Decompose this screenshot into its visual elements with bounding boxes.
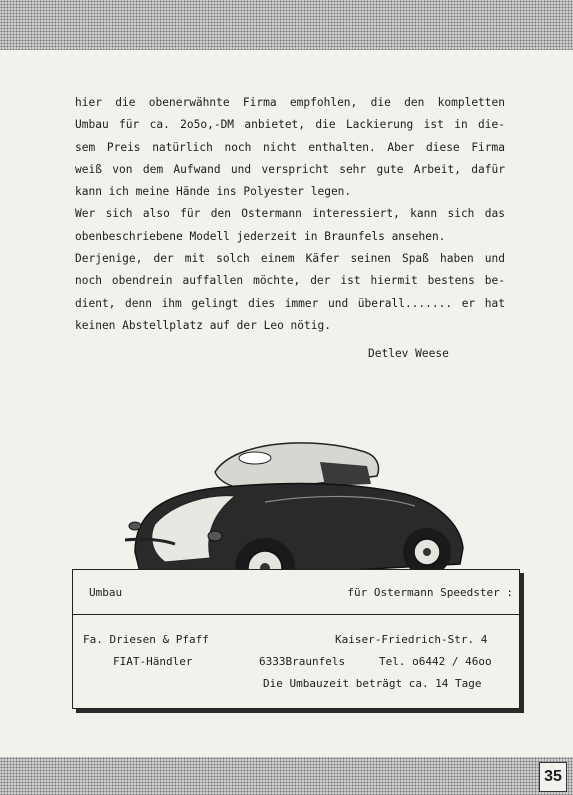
firm-name: Fa. Driesen & Pfaff <box>83 633 209 646</box>
conversion-info-box <box>72 569 520 709</box>
article-text <box>75 92 505 337</box>
article-line: Derjenige, der mit solch einem Käfer seinen Spaß haben und <box>75 252 505 266</box>
info-header-umbau: Umbau <box>89 586 123 599</box>
article-line: hier die obenerwähnte Firma empfohlen, die den kompletten <box>75 96 505 109</box>
article-line: Wer sich also für den Ostermann interessiert, kann sich das <box>75 207 505 221</box>
article-line: dient, denn ihm gelingt dies immer und überall....... er hat <box>75 296 505 310</box>
article-line: Umbau für ca. 2o5o,-DM anbietet, die Lackierung ist in die- <box>75 118 505 132</box>
article-line: weiß von dem Aufwand und verspricht sehr gute Arbeit, dafür <box>75 162 505 176</box>
firm-dealer-type: FIAT-Händler <box>113 655 193 668</box>
author-signature: Detlev Weese <box>368 347 449 360</box>
article-line: obenbeschriebene Modell jederzeit in Braunfels ansehen. <box>75 229 446 243</box>
article-line: sem Preis natürlich noch nicht enthalten. Aber diese Firma <box>75 140 505 154</box>
firm-address: Kaiser-Friedrich-Str. 4 <box>335 633 488 646</box>
firm-city: 6333Braunfels <box>259 655 346 668</box>
top-halftone-band <box>0 0 573 50</box>
article-line: keinen Abstellplatz auf der Leo nötig. <box>75 318 331 332</box>
article-line: noch obendrein auffallen möchte, der ist hiermit bestens be- <box>75 274 505 288</box>
conversion-duration: Die Umbauzeit beträgt ca. 14 Tage <box>263 677 482 690</box>
info-header-model: für Ostermann Speedster : <box>347 586 513 599</box>
page-number: 35 <box>539 762 567 792</box>
article-line: kann ich meine Hände ins Polyester legen. <box>75 185 352 199</box>
firm-phone: Tel. o6442 / 46oo <box>379 655 492 668</box>
bottom-halftone-band <box>0 757 573 795</box>
info-box-header <box>73 570 519 615</box>
